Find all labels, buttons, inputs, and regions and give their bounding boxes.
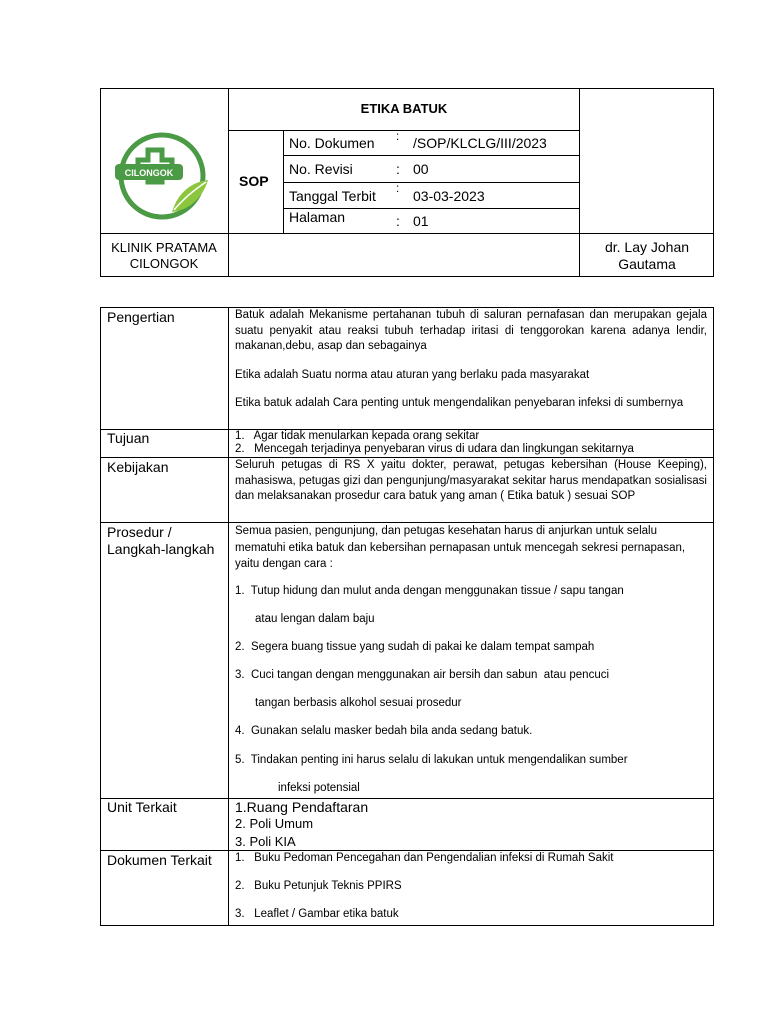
unit-item: 1.Ruang Pendaftaran — [235, 799, 369, 815]
label-prosedur-line2: Langkah-langkah — [107, 541, 215, 557]
kebijakan-text: Seluruh petugas di RS X yaitu dokter, perawat, petugas kebersihan (House Keeping), mahasiswa, petugas gizi dan pengunjung/masyarakat sekitar harus mendapatkan sosialisasi dan melaksanakan prosedur cara batuk yang aman ( Etika batuk ) sesuai SOP — [235, 459, 707, 502]
tujuan-item: 2. Mencegah terjadinya penyebaran virus di udara dan lingkungan sekitarnya — [235, 443, 634, 455]
doc-title: ETIKA BATUK — [360, 101, 448, 116]
logo-text: CILONGOK — [124, 168, 174, 178]
dokumen-item: 3. Leaflet / Gambar etika batuk — [235, 908, 399, 920]
prosedur-step: 5. Tindakan penting ini harus selalu di lakukan untuk mengendalikan sumber — [235, 754, 628, 766]
label-prosedur-line1: Prosedur / — [107, 524, 172, 540]
pengertian-p1: Batuk adalah Mekanisme pertahanan tubuh di saluran pernafasan dan merupakan gejala suatu penyakit atau reaksi tubuh terhadap iritasi di tenggorokan karena adanya lendir, makanan,debu, asap dan sebagainya — [235, 309, 707, 352]
header-divider — [100, 233, 714, 234]
tujuan-item: 1. Agar tidak menularkan kepada orang sekitar — [235, 430, 480, 442]
prosedur-step: 1. Tutup hidung dan mulut anda dengan menggunakan tissue / sapu tangan — [235, 585, 624, 597]
label-pengertian: Pengertian — [107, 309, 175, 325]
field-label-halaman: Halaman — [289, 209, 346, 225]
field-value-halaman: 01 — [413, 213, 429, 229]
field-label-no-dokumen: No. Dokumen — [289, 135, 375, 151]
signer-name — [580, 239, 714, 273]
sop-label: SOP — [239, 173, 269, 189]
dokumen-item: 1. Buku Pedoman Pencegahan dan Pengendalian infeksi di Rumah Sakit — [235, 852, 614, 864]
label-dokumen-terkait: Dokumen Terkait — [107, 852, 212, 868]
label-unit-terkait: Unit Terkait — [107, 799, 177, 815]
field-sep: : — [396, 183, 400, 195]
unit-item: 2. Poli Umum — [235, 816, 314, 831]
field-value-no-revisi: 00 — [413, 161, 429, 177]
field-sep: : — [396, 131, 400, 143]
header-divider — [283, 155, 580, 156]
field-value-tanggal-terbit: 03-03-2023 — [413, 188, 485, 204]
prosedur-step: 2. Segera buang tissue yang sudah di pakai ke dalam tempat sampah — [235, 641, 595, 653]
prosedur-step: infeksi potensial — [278, 782, 360, 794]
clinic-name — [100, 240, 228, 272]
field-sep: : — [396, 213, 400, 229]
field-sep: : — [396, 161, 400, 177]
label-tujuan: Tujuan — [107, 430, 150, 446]
label-prosedur — [107, 524, 214, 558]
body-divider — [100, 798, 714, 799]
prosedur-intro: Semua pasien, pengunjung, dan petugas kesehatan harus di anjurkan untuk selalu mematuhi etika batuk dan kebersihan pernapasan untuk mencegah sekresi pernapasan, yaitu dengan cara : — [235, 525, 686, 570]
prosedur-step: tangan berbasis alkohol sesuai prosedur — [255, 697, 462, 709]
header-divider — [283, 182, 580, 183]
dokumen-item: 2. Buku Petunjuk Teknis PPIRS — [235, 880, 402, 892]
signer-name-line1: dr. Lay Johan — [604, 239, 690, 255]
field-label-no-revisi: No. Revisi — [289, 161, 353, 177]
pengertian-p2: Etika adalah Suatu norma atau aturan yang berlaku pada masyarakat — [235, 369, 590, 381]
body-divider — [228, 307, 229, 926]
field-label-tanggal-terbit: Tanggal Terbit — [289, 188, 376, 204]
clinic-name-line2: CILONGOK — [129, 256, 199, 271]
header-divider — [228, 130, 580, 131]
prosedur-step: atau lengan dalam baju — [255, 613, 375, 625]
pengertian-p3: Etika batuk adalah Cara penting untuk mengendalikan penyebaran infeksi di sumbernya — [235, 397, 684, 409]
clinic-logo — [112, 132, 212, 222]
signer-name-line2: Gautama — [618, 256, 676, 272]
prosedur-step: 3. Cuci tangan dengan menggunakan air bersih dan sabun atau pencuci — [235, 669, 610, 681]
clinic-name-line1: KLINIK PRATAMA — [111, 240, 217, 255]
field-value-no-dokumen: /SOP/KLCLG/III/2023 — [413, 135, 547, 151]
label-kebijakan: Kebijakan — [107, 459, 169, 475]
unit-item: 3. Poli KIA — [235, 834, 296, 849]
prosedur-step: 4. Gunakan selalu masker bedah bila anda sedang batuk. — [235, 725, 533, 737]
